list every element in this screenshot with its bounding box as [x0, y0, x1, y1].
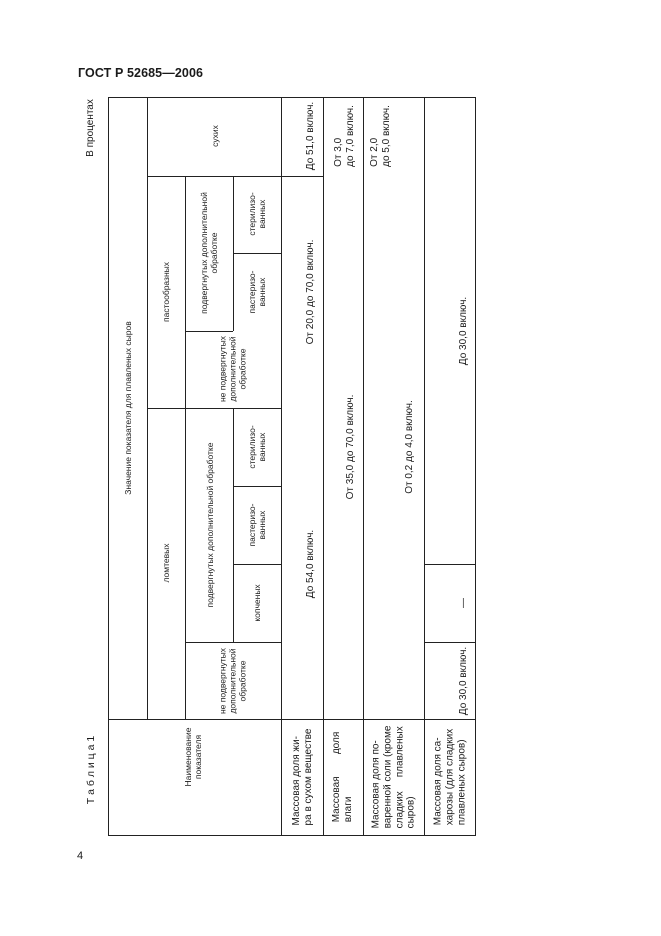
- row-name: Массовая доля влаги: [331, 731, 354, 823]
- row-separator: [424, 97, 425, 835]
- units-note: В процентах: [85, 99, 97, 157]
- row-name: Массовая доля са- харозы (для сладких плавленых сыров): [432, 728, 467, 826]
- header-line: [185, 176, 186, 719]
- header-lomtevykh: ломтевых: [160, 543, 171, 583]
- header-podvergnutykh-past: подвергнутых дополнительной обработке: [198, 192, 219, 314]
- column-separator: [147, 176, 323, 177]
- salt-range-value: От 0,2 до 4,0 включ.: [404, 400, 416, 494]
- sucrose-first-value: До 30,0 включ.: [458, 646, 470, 716]
- column-separator: [233, 564, 281, 565]
- fat-sukhikh-value: До 51,0 включ.: [305, 101, 317, 171]
- moisture-sukhikh-value: От 3,0 до 7,0 включ.: [333, 105, 356, 167]
- fat-pastoobraznykh-value: От 20,0 до 70,0 включ.: [305, 239, 317, 345]
- salt-sukhikh-value: От 2,0 до 5,0 включ.: [369, 105, 392, 167]
- column-separator: [424, 642, 475, 643]
- fat-lomtevykh-value: До 54,0 включ.: [305, 529, 317, 599]
- document-code: ГОСТ Р 52685—2006: [78, 66, 204, 80]
- row-name: Массовая доля по- варенной соли (кроме сладких плавленых сыров): [370, 725, 417, 829]
- header-group-title: Значение показателя для плавленых сыров: [122, 321, 133, 495]
- page-number: 4: [77, 850, 84, 862]
- table-border-left: [108, 97, 109, 835]
- table-caption: Т а б л и ц а 1: [84, 735, 97, 805]
- row-name: Массовая доля жи- ра в сухом веществе: [291, 728, 314, 826]
- sucrose-dash: —: [458, 598, 470, 608]
- header-sterilizovannykh-past: стерилизо- ванных: [246, 192, 267, 236]
- table-border-right: [475, 97, 476, 835]
- table-border-bottom: [108, 835, 476, 836]
- column-separator: [233, 253, 281, 254]
- header-ne-podvergnutykh-lomt: не подвергнутых дополнительной обработке: [217, 647, 249, 715]
- sucrose-range-value: До 30,0 включ.: [458, 296, 470, 366]
- table-border-top: [108, 97, 476, 98]
- moisture-range-value: От 35,0 до 70,0 включ.: [345, 394, 357, 500]
- header-ne-podvergnutykh-past: не подвергнутых дополнительной обработке: [217, 335, 249, 403]
- header-line: [233, 408, 234, 642]
- header-pasterizovannykh-past: пастеризо- ванных: [246, 270, 267, 314]
- column-separator: [185, 331, 233, 332]
- column-separator: [185, 642, 281, 643]
- header-pasterizovannykh-lomt: пастеризо- ванных: [246, 503, 267, 547]
- header-kopchenykh: копченых: [251, 584, 262, 622]
- header-sukhikh: сухих: [209, 125, 220, 147]
- header-sterilizovannykh-lomt: стерилизо- ванных: [246, 425, 267, 469]
- column-separator: [108, 719, 475, 720]
- row-separator: [363, 97, 364, 835]
- column-separator: [147, 408, 281, 409]
- header-podvergnutykh-lomt: подвергнутых дополнительной обработке: [204, 442, 215, 608]
- header-pastoobraznykh: пастообразных: [160, 261, 171, 323]
- header-name-column: Наименование показателя: [182, 727, 203, 787]
- column-separator: [233, 486, 281, 487]
- row-separator: [323, 97, 324, 835]
- column-separator: [424, 564, 475, 565]
- row-separator: [281, 97, 282, 835]
